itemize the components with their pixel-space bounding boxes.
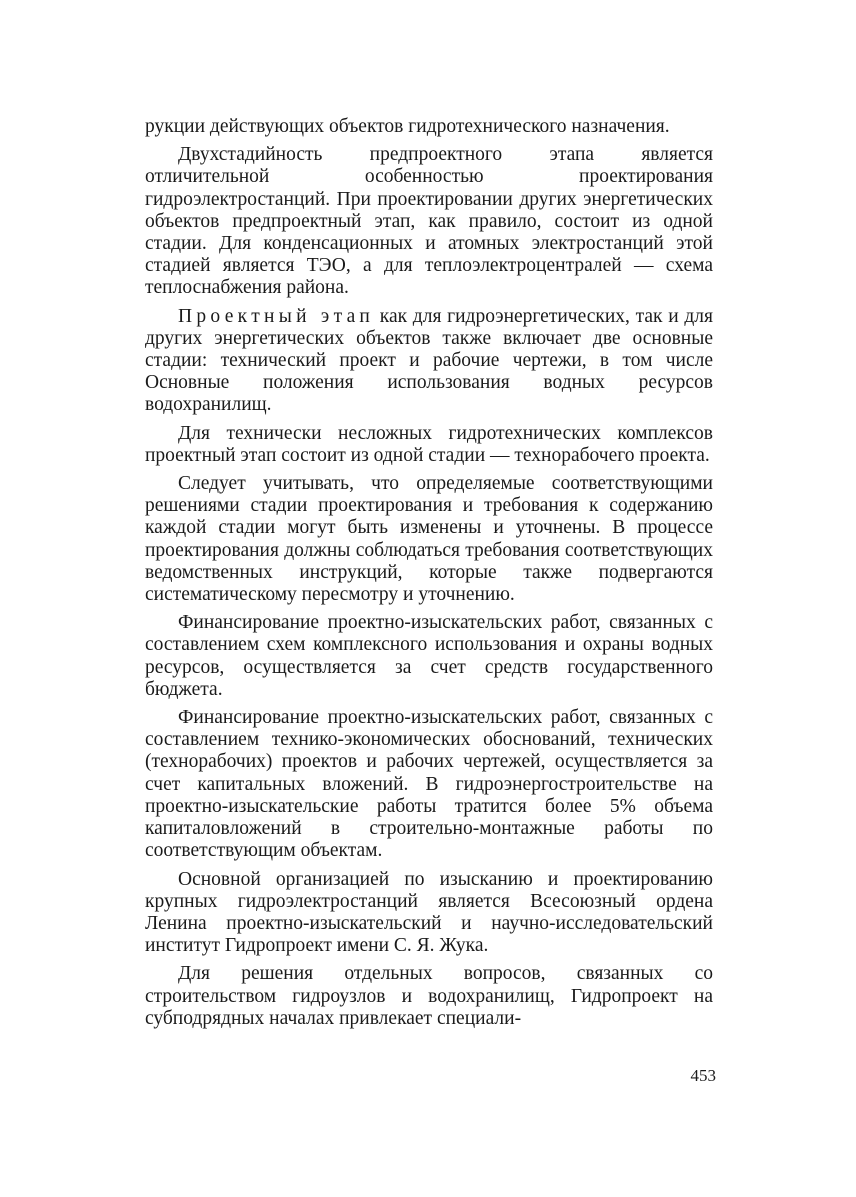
paragraph-1 xyxy=(145,116,713,138)
body-text xyxy=(145,116,713,1036)
paragraph-4-text: Для технически несложных гидротехнических комплексов проектный этап состоит из одной стадии — технорабочего проекта. xyxy=(145,422,713,466)
paragraph-9 xyxy=(145,963,713,1030)
paragraph-3-text: как для гидроэнергетических, так и для других энергетических объектов также включает две основные стадии: технический проект и рабочие чертежи, в том числе Основные положения использования водных ресурсов водохранилищ. xyxy=(145,305,713,416)
paragraph-8-text: Основной организацией по изысканию и проектированию крупных гидроэлектростанций является Всесоюзный ордена Ленина проектно-изыскательский и научно-исследовательский институт Гидропроект имени С. Я. Жука. xyxy=(145,868,713,957)
paragraph-7 xyxy=(145,707,713,862)
paragraph-8 xyxy=(145,869,713,958)
paragraph-9-text: Для решения отдельных вопросов, связанных со строительством гидроузлов и водохранилищ, Гидропроект на субподрядных началах привлекает специали- xyxy=(145,963,713,1029)
paragraph-2-text: Двухстадийность предпроектного этапа является отличительной особенностью проектирования гидроэлектростанций. При проектировании других энергетических объектов предпроектный этап, как правило, состоит из одной стадии. Для конденсационных и атомных электростанций этой стадией является ТЭО, а для теплоэлектроцентралей — схема теплоснабжения района. xyxy=(145,144,713,299)
paragraph-3 xyxy=(145,306,713,417)
paragraph-4 xyxy=(145,423,713,467)
paragraph-2 xyxy=(145,144,713,299)
paragraph-1-text: рукции действующих объектов гидротехнического назначения. xyxy=(145,116,670,137)
paragraph-6-text: Финансирование проектно-изыскательских работ, связанных с составлением схем комплексного использования и охраны водных ресурсов, осуществляется за счет средств государственного бюджета. xyxy=(145,612,713,700)
page-number: 453 xyxy=(690,1066,716,1085)
paragraph-5-text: Следует учитывать, что определяемые соответствующими решениями стадии проектирования и требования к содержанию каждой стадии могут быть изменены и уточнены. В процессе проектирования должны соблюдаться требования соответствующих ведомственных инструкций, которые также подвергаются систематическому пересмотру и уточнению. xyxy=(145,473,713,606)
spaced-term: Проектный этап xyxy=(178,305,375,327)
paragraph-6 xyxy=(145,612,713,701)
paragraph-5 xyxy=(145,473,713,606)
paragraph-7-text: Финансирование проектно-изыскательских работ, связанных с составлением технико-экономических обоснований, технических (технорабочих) проектов и рабочих чертежей, осуществляется за счет капитальных вложений. В гидроэнергостроительстве на проектно-изыскательские работы тратится более 5% объема капиталовложений в строительно-монтажные работы по соответствующим объектам. xyxy=(145,707,713,862)
